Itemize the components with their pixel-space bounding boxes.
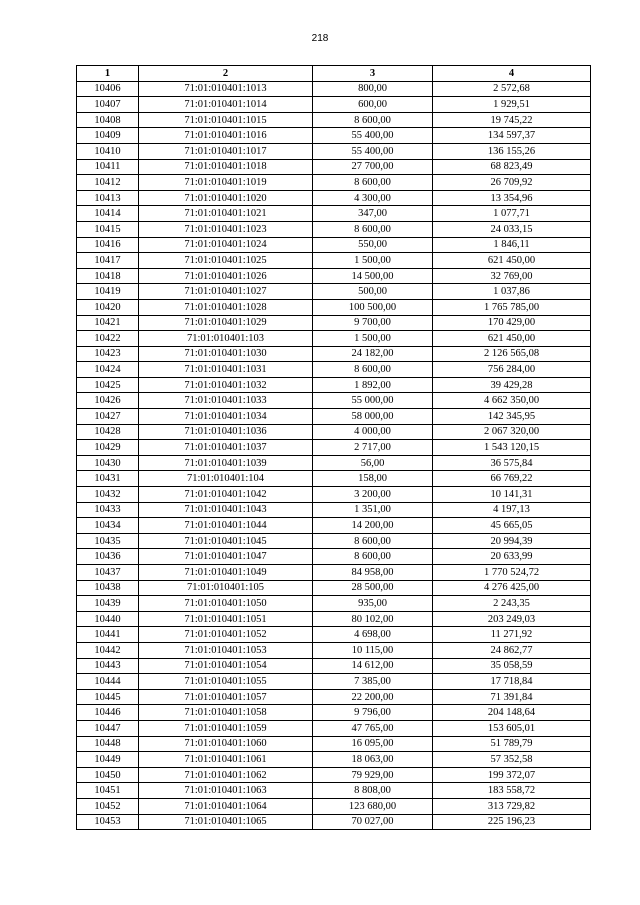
cadastral-number-cell: 71:01:010401:1057 — [139, 689, 313, 705]
cadastral-number-cell: 71:01:010401:103 — [139, 331, 313, 347]
row-number-cell: 10437 — [77, 565, 139, 581]
cadastral-number-cell: 71:01:010401:1064 — [139, 798, 313, 814]
row-number-cell: 10414 — [77, 206, 139, 222]
value-cell: 51 789,79 — [433, 736, 591, 752]
table-row — [77, 705, 591, 721]
area-cell: 4 000,00 — [313, 424, 433, 440]
cadastral-number-cell: 71:01:010401:1014 — [139, 97, 313, 113]
area-cell: 3 200,00 — [313, 487, 433, 503]
row-number-cell: 10417 — [77, 253, 139, 269]
table-row — [77, 159, 591, 175]
table-row — [77, 798, 591, 814]
table-row — [77, 299, 591, 315]
area-cell: 4 300,00 — [313, 190, 433, 206]
table-row — [77, 689, 591, 705]
cadastral-number-cell: 71:01:010401:1044 — [139, 518, 313, 534]
value-cell: 17 718,84 — [433, 674, 591, 690]
row-number-cell: 10415 — [77, 221, 139, 237]
row-number-cell: 10428 — [77, 424, 139, 440]
row-number-cell: 10447 — [77, 720, 139, 736]
area-cell: 8 808,00 — [313, 783, 433, 799]
row-number-cell: 10423 — [77, 346, 139, 362]
table-row — [77, 362, 591, 378]
row-number-cell: 10444 — [77, 674, 139, 690]
row-number-cell: 10443 — [77, 658, 139, 674]
table-row — [77, 284, 591, 300]
cadastral-number-cell: 71:01:010401:1036 — [139, 424, 313, 440]
row-number-cell: 10418 — [77, 268, 139, 284]
row-number-cell: 10430 — [77, 455, 139, 471]
area-cell: 1 892,00 — [313, 377, 433, 393]
cadastral-number-cell: 71:01:010401:1060 — [139, 736, 313, 752]
value-cell: 1 765 785,00 — [433, 299, 591, 315]
value-cell: 225 196,23 — [433, 814, 591, 830]
area-cell: 8 600,00 — [313, 362, 433, 378]
area-cell: 800,00 — [313, 81, 433, 97]
cadastral-number-cell: 71:01:010401:1059 — [139, 720, 313, 736]
table-row — [77, 580, 591, 596]
value-cell: 20 633,99 — [433, 549, 591, 565]
table-row — [77, 783, 591, 799]
area-cell: 2 717,00 — [313, 440, 433, 456]
row-number-cell: 10424 — [77, 362, 139, 378]
value-cell: 199 372,07 — [433, 767, 591, 783]
row-number-cell: 10429 — [77, 440, 139, 456]
value-cell: 1 543 120,15 — [433, 440, 591, 456]
area-cell: 84 958,00 — [313, 565, 433, 581]
row-number-cell: 10427 — [77, 409, 139, 425]
cadastral-number-cell: 71:01:010401:1030 — [139, 346, 313, 362]
page-number: 218 — [311, 33, 329, 44]
row-number-cell: 10439 — [77, 596, 139, 612]
cadastral-number-cell: 71:01:010401:1051 — [139, 611, 313, 627]
cadastral-number-cell: 71:01:010401:1018 — [139, 159, 313, 175]
table-row — [77, 455, 591, 471]
table-row — [77, 112, 591, 128]
table-row — [77, 206, 591, 222]
column-header-2: 2 — [139, 66, 313, 82]
row-number-cell: 10422 — [77, 331, 139, 347]
area-cell: 56,00 — [313, 455, 433, 471]
area-cell: 55 000,00 — [313, 393, 433, 409]
row-number-cell: 10410 — [77, 143, 139, 159]
cadastral-number-cell: 71:01:010401:1050 — [139, 596, 313, 612]
table-row — [77, 315, 591, 331]
table-row — [77, 221, 591, 237]
row-number-cell: 10445 — [77, 689, 139, 705]
area-cell: 14 612,00 — [313, 658, 433, 674]
area-cell: 8 600,00 — [313, 221, 433, 237]
area-cell: 7 385,00 — [313, 674, 433, 690]
row-number-cell: 10431 — [77, 471, 139, 487]
cadastral-number-cell: 71:01:010401:1033 — [139, 393, 313, 409]
area-cell: 14 200,00 — [313, 518, 433, 534]
row-number-cell: 10406 — [77, 81, 139, 97]
row-number-cell: 10434 — [77, 518, 139, 534]
row-number-cell: 10438 — [77, 580, 139, 596]
table-row — [77, 596, 591, 612]
row-number-cell: 10436 — [77, 549, 139, 565]
cadastral-number-cell: 71:01:010401:1024 — [139, 237, 313, 253]
area-cell: 1 351,00 — [313, 502, 433, 518]
cadastral-number-cell: 71:01:010401:1028 — [139, 299, 313, 315]
table-row — [77, 237, 591, 253]
area-cell: 4 698,00 — [313, 627, 433, 643]
area-cell: 123 680,00 — [313, 798, 433, 814]
cadastral-number-cell: 71:01:010401:1019 — [139, 175, 313, 191]
row-number-cell: 10412 — [77, 175, 139, 191]
value-cell: 1 037,86 — [433, 284, 591, 300]
area-cell: 600,00 — [313, 97, 433, 113]
value-cell: 142 345,95 — [433, 409, 591, 425]
cadastral-number-cell: 71:01:010401:1039 — [139, 455, 313, 471]
area-cell: 80 102,00 — [313, 611, 433, 627]
value-cell: 71 391,84 — [433, 689, 591, 705]
table-row — [77, 128, 591, 144]
row-number-cell: 10426 — [77, 393, 139, 409]
value-cell: 2 243,35 — [433, 596, 591, 612]
area-cell: 58 000,00 — [313, 409, 433, 425]
row-number-cell: 10440 — [77, 611, 139, 627]
cadastral-number-cell: 71:01:010401:1021 — [139, 206, 313, 222]
value-cell: 136 155,26 — [433, 143, 591, 159]
area-cell: 55 400,00 — [313, 143, 433, 159]
area-cell: 8 600,00 — [313, 175, 433, 191]
value-cell: 11 271,92 — [433, 627, 591, 643]
row-number-cell: 10446 — [77, 705, 139, 721]
table-row — [77, 471, 591, 487]
table-row — [77, 658, 591, 674]
cadastral-number-cell: 71:01:010401:1029 — [139, 315, 313, 331]
table-row — [77, 814, 591, 830]
column-header-3: 3 — [313, 66, 433, 82]
area-cell: 500,00 — [313, 284, 433, 300]
value-cell: 4 662 350,00 — [433, 393, 591, 409]
row-number-cell: 10453 — [77, 814, 139, 830]
area-cell: 16 095,00 — [313, 736, 433, 752]
row-number-cell: 10448 — [77, 736, 139, 752]
cadastral-number-cell: 71:01:010401:1016 — [139, 128, 313, 144]
value-cell: 621 450,00 — [433, 253, 591, 269]
row-number-cell: 10419 — [77, 284, 139, 300]
row-number-cell: 10421 — [77, 315, 139, 331]
value-cell: 4 276 425,00 — [433, 580, 591, 596]
table-header-row — [77, 66, 591, 82]
cadastral-number-cell: 71:01:010401:1015 — [139, 112, 313, 128]
area-cell: 18 063,00 — [313, 752, 433, 768]
row-number-cell: 10451 — [77, 783, 139, 799]
table-row — [77, 393, 591, 409]
value-cell: 313 729,82 — [433, 798, 591, 814]
row-number-cell: 10442 — [77, 642, 139, 658]
value-cell: 2 572,68 — [433, 81, 591, 97]
cadastral-number-cell: 71:01:010401:1043 — [139, 502, 313, 518]
area-cell: 347,00 — [313, 206, 433, 222]
value-cell: 1 077,71 — [433, 206, 591, 222]
table-row — [77, 487, 591, 503]
value-cell: 20 994,39 — [433, 533, 591, 549]
column-header-4: 4 — [433, 66, 591, 82]
cadastral-number-cell: 71:01:010401:1065 — [139, 814, 313, 830]
area-cell: 10 115,00 — [313, 642, 433, 658]
table-row — [77, 518, 591, 534]
cadastral-number-cell: 71:01:010401:1049 — [139, 565, 313, 581]
table-row — [77, 190, 591, 206]
area-cell: 22 200,00 — [313, 689, 433, 705]
value-cell: 36 575,84 — [433, 455, 591, 471]
cadastral-number-cell: 71:01:010401:1017 — [139, 143, 313, 159]
table-row — [77, 674, 591, 690]
cadastral-number-cell: 71:01:010401:1042 — [139, 487, 313, 503]
row-number-cell: 10408 — [77, 112, 139, 128]
value-cell: 13 354,96 — [433, 190, 591, 206]
row-number-cell: 10420 — [77, 299, 139, 315]
value-cell: 1 929,51 — [433, 97, 591, 113]
cadastral-number-cell: 71:01:010401:1055 — [139, 674, 313, 690]
area-cell: 100 500,00 — [313, 299, 433, 315]
table-row — [77, 346, 591, 362]
value-cell: 39 429,28 — [433, 377, 591, 393]
row-number-cell: 10450 — [77, 767, 139, 783]
area-cell: 14 500,00 — [313, 268, 433, 284]
cadastral-number-cell: 71:01:010401:1032 — [139, 377, 313, 393]
cadastral-number-cell: 71:01:010401:104 — [139, 471, 313, 487]
area-cell: 8 600,00 — [313, 112, 433, 128]
area-cell: 55 400,00 — [313, 128, 433, 144]
area-cell: 24 182,00 — [313, 346, 433, 362]
table-body — [77, 81, 591, 830]
value-cell: 204 148,64 — [433, 705, 591, 721]
table-row — [77, 81, 591, 97]
cadastral-number-cell: 71:01:010401:1045 — [139, 533, 313, 549]
cadastral-number-cell: 71:01:010401:1047 — [139, 549, 313, 565]
area-cell: 8 600,00 — [313, 549, 433, 565]
area-cell: 1 500,00 — [313, 331, 433, 347]
row-number-cell: 10407 — [77, 97, 139, 113]
area-cell: 28 500,00 — [313, 580, 433, 596]
cadastral-number-cell: 71:01:010401:1052 — [139, 627, 313, 643]
value-cell: 203 249,03 — [433, 611, 591, 627]
value-cell: 66 769,22 — [433, 471, 591, 487]
row-number-cell: 10432 — [77, 487, 139, 503]
value-cell: 45 665,05 — [433, 518, 591, 534]
value-cell: 68 823,49 — [433, 159, 591, 175]
table-row — [77, 424, 591, 440]
area-cell: 9 700,00 — [313, 315, 433, 331]
row-number-cell: 10433 — [77, 502, 139, 518]
table-row — [77, 268, 591, 284]
cadastral-number-cell: 71:01:010401:1026 — [139, 268, 313, 284]
area-cell: 79 929,00 — [313, 767, 433, 783]
cadastral-number-cell: 71:01:010401:1062 — [139, 767, 313, 783]
row-number-cell: 10416 — [77, 237, 139, 253]
row-number-cell: 10435 — [77, 533, 139, 549]
table-row — [77, 502, 591, 518]
table-row — [77, 175, 591, 191]
table-row — [77, 736, 591, 752]
table-row — [77, 611, 591, 627]
row-number-cell: 10441 — [77, 627, 139, 643]
table-row — [77, 767, 591, 783]
value-cell: 2 067 320,00 — [433, 424, 591, 440]
area-cell: 70 027,00 — [313, 814, 433, 830]
area-cell: 47 765,00 — [313, 720, 433, 736]
row-number-cell: 10425 — [77, 377, 139, 393]
area-cell: 158,00 — [313, 471, 433, 487]
value-cell: 32 769,00 — [433, 268, 591, 284]
column-header-1: 1 — [77, 66, 139, 82]
row-number-cell: 10449 — [77, 752, 139, 768]
area-cell: 1 500,00 — [313, 253, 433, 269]
value-cell: 24 862,77 — [433, 642, 591, 658]
cadastral-number-cell: 71:01:010401:1013 — [139, 81, 313, 97]
cadastral-number-cell: 71:01:010401:1025 — [139, 253, 313, 269]
value-cell: 1 846,11 — [433, 237, 591, 253]
table-row — [77, 331, 591, 347]
cadastral-number-cell: 71:01:010401:1053 — [139, 642, 313, 658]
area-cell: 935,00 — [313, 596, 433, 612]
row-number-cell: 10413 — [77, 190, 139, 206]
table-row — [77, 642, 591, 658]
value-cell: 134 597,37 — [433, 128, 591, 144]
cadastral-number-cell: 71:01:010401:1054 — [139, 658, 313, 674]
table-row — [77, 143, 591, 159]
area-cell: 8 600,00 — [313, 533, 433, 549]
cadastral-number-cell: 71:01:010401:1023 — [139, 221, 313, 237]
table-row — [77, 253, 591, 269]
value-cell: 4 197,13 — [433, 502, 591, 518]
row-number-cell: 10411 — [77, 159, 139, 175]
value-cell: 183 558,72 — [433, 783, 591, 799]
row-number-cell: 10452 — [77, 798, 139, 814]
table-row — [77, 97, 591, 113]
table-row — [77, 549, 591, 565]
table-row — [77, 752, 591, 768]
table-row — [77, 627, 591, 643]
table-row — [77, 440, 591, 456]
cadastral-number-cell: 71:01:010401:1031 — [139, 362, 313, 378]
cadastral-number-cell: 71:01:010401:1037 — [139, 440, 313, 456]
table-row — [77, 565, 591, 581]
row-number-cell: 10409 — [77, 128, 139, 144]
cadastral-number-cell: 71:01:010401:1027 — [139, 284, 313, 300]
cadastral-table — [76, 65, 591, 830]
value-cell: 10 141,31 — [433, 487, 591, 503]
cadastral-number-cell: 71:01:010401:1061 — [139, 752, 313, 768]
value-cell: 1 770 524,72 — [433, 565, 591, 581]
value-cell: 24 033,15 — [433, 221, 591, 237]
area-cell: 9 796,00 — [313, 705, 433, 721]
cadastral-number-cell: 71:01:010401:1020 — [139, 190, 313, 206]
table-row — [77, 533, 591, 549]
table-row — [77, 720, 591, 736]
area-cell: 550,00 — [313, 237, 433, 253]
area-cell: 27 700,00 — [313, 159, 433, 175]
table-row — [77, 409, 591, 425]
value-cell: 153 605,01 — [433, 720, 591, 736]
value-cell: 19 745,22 — [433, 112, 591, 128]
cadastral-number-cell: 71:01:010401:1058 — [139, 705, 313, 721]
value-cell: 170 429,00 — [433, 315, 591, 331]
table-row — [77, 377, 591, 393]
value-cell: 621 450,00 — [433, 331, 591, 347]
cadastral-number-cell: 71:01:010401:105 — [139, 580, 313, 596]
cadastral-number-cell: 71:01:010401:1063 — [139, 783, 313, 799]
cadastral-number-cell: 71:01:010401:1034 — [139, 409, 313, 425]
value-cell: 26 709,92 — [433, 175, 591, 191]
value-cell: 756 284,00 — [433, 362, 591, 378]
value-cell: 35 058,59 — [433, 658, 591, 674]
value-cell: 57 352,58 — [433, 752, 591, 768]
value-cell: 2 126 565,08 — [433, 346, 591, 362]
